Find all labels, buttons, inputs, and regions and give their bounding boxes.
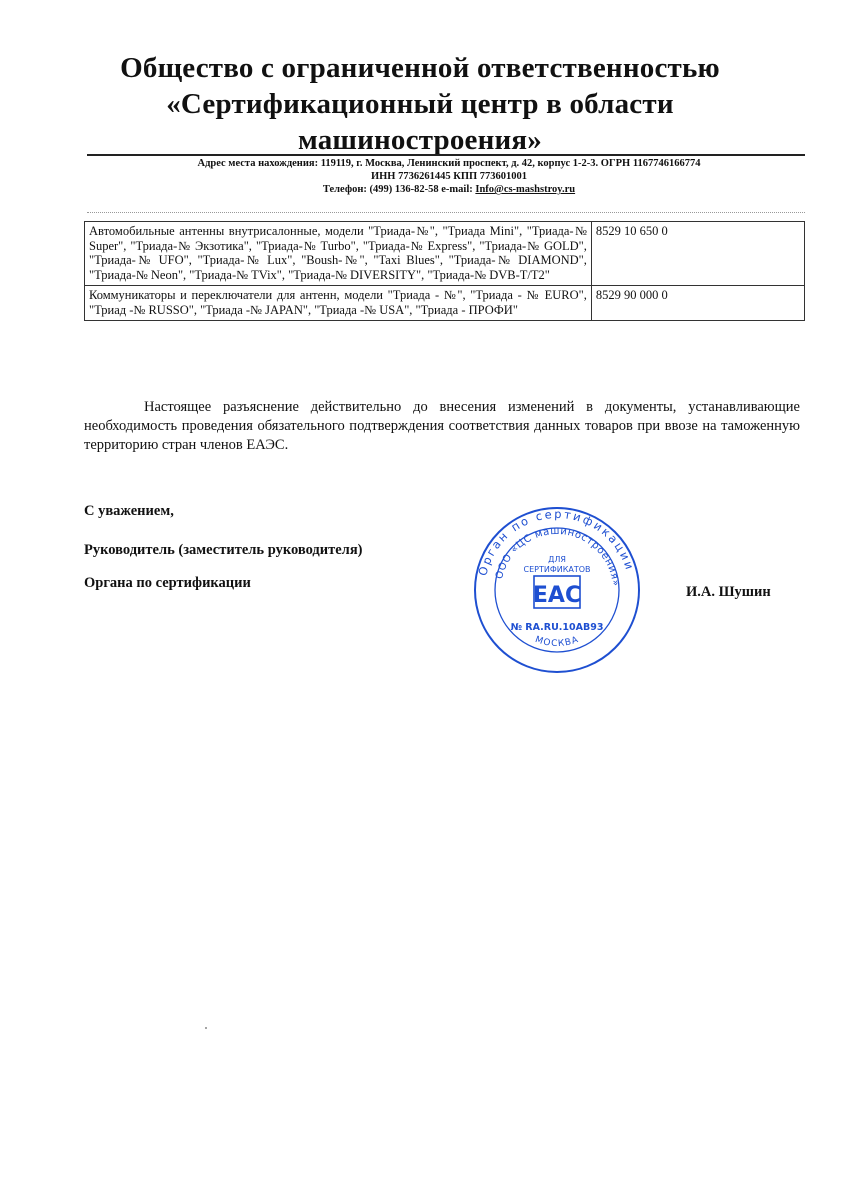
stamp-outer-text: Орган по сертификации [475, 506, 638, 578]
inn-line: ИНН 7736261445 КПП 773601001 [370, 171, 528, 182]
tnved-code-cell: 8529 90 000 0 [591, 286, 804, 321]
certification-stamp [472, 505, 642, 675]
thin-divider [87, 212, 805, 213]
validity-paragraph: Настоящее разъяснение действительно до внесения изменений в документы, устанавливающие необходимость проведения обязательного подтверждения соответствия данных товаров при ввозе на таможенную территорию стран членов ЕАЭС. [84, 399, 800, 453]
tnved-code-cell: 8529 10 650 0 [591, 222, 804, 286]
table-row [85, 222, 805, 286]
goods-description-cell: Коммуникаторы и переключатели для антенн, модели "Триада - №", "Триада - № EURO", "Триад -№ RUSSO", "Триада -№ JAPAN", "Триада -№ USA", "Триада - ПРОФИ" [85, 286, 592, 321]
stamp-reg-number: № RA.RU.10АВ93 [510, 622, 604, 633]
stamp-certificates-label: СЕРТИФИКАТОВ [523, 565, 591, 574]
goods-description-cell: Автомобильные антенны внутрисалонные, модели "Триада-№", "Триада Mini", "Триада-№ Super", "Триада-№ Экзотика", "Триада-№ Turbo", "Триада-№ Express", "Триада-№ GOLD", "Триада-№ UFO", "Триада-№ Lux", "Boush-№", "Taxi Blues", "Триада-№ DIAMOND", "Триада-№ Neon", "Триада-№ TVix", "Триада-№ DIVERSITY", "Триада-№ DVB-T/T2" [85, 222, 592, 286]
scan-speck [205, 1027, 207, 1029]
stamp-org-text: ООО «ЦС машиностроения» [494, 525, 621, 588]
stamp-eac-mark: ЕАС [532, 583, 582, 608]
greeting: С уважением, [84, 503, 174, 519]
stamp-city: МОСКВА [533, 634, 581, 650]
signer-position-line1: Руководитель (заместитель руководителя) [84, 542, 363, 558]
stamp-for-label: ДЛЯ [548, 555, 566, 564]
header-divider [87, 154, 805, 156]
goods-table [84, 221, 805, 321]
signer-position-line2: Органа по сертификации [84, 575, 251, 591]
table-row [85, 286, 805, 321]
phone-text: Телефон: (499) 136-82-58 e-mail: [322, 184, 476, 195]
organization-title: Общество с ограниченной ответственностью «Сертификационный центр в области машиностроения» [120, 52, 720, 156]
signer-name: И.А. Шушин [686, 584, 771, 600]
email-link[interactable]: Info@cs-mashstroy.ru [475, 184, 576, 195]
address-line: Адрес места нахождения: 119119, г. Москва, Ленинский проспект, д. 42, корпус 1-2-3. ОГРН 1167746166774 [197, 158, 701, 169]
contact-line [90, 183, 808, 196]
header-details [90, 157, 808, 196]
